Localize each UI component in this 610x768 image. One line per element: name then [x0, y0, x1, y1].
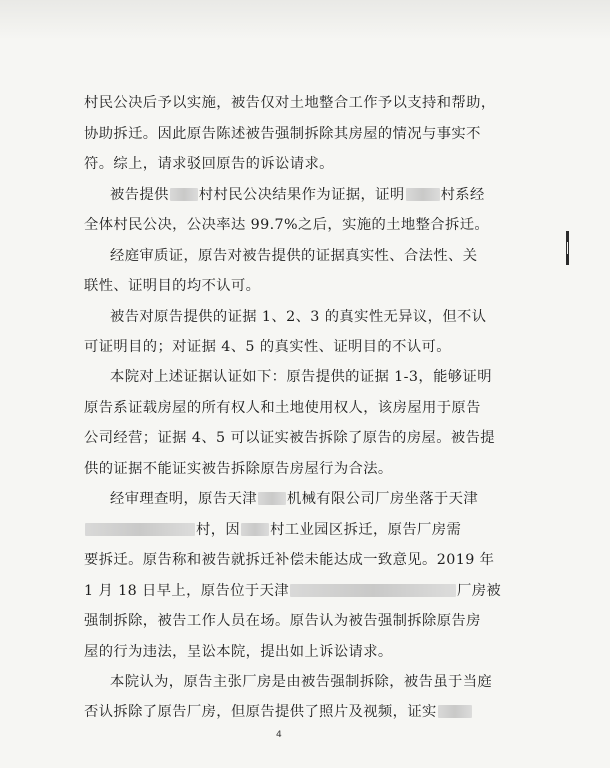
text-segment: 村系经: [440, 187, 485, 203]
text-line: 符。综上，请求驳回原告的诉讼请求。: [84, 156, 334, 172]
text-line: 协助拆迁。因此原告陈述被告强制拆除其房屋的情况与事实不: [84, 126, 481, 142]
text-line: 供的证据不能证实被告拆除原告房屋行为合法。: [84, 461, 393, 477]
text-line: 村民公决后予以实施，被告仅对土地整合工作予以支持和帮助，: [84, 95, 496, 111]
text-line: 经庭审质证，原告对被告提供的证据真实性、合法性、关: [110, 248, 478, 264]
redaction-block: [438, 705, 472, 718]
text-segment: 被告提供: [110, 187, 169, 203]
text-line: 被告对原告提供的证据 1、2、3 的真实性无异议，但不认: [110, 309, 487, 325]
text-segment: 1 月 18 日早上，原告位于天津: [84, 583, 289, 599]
text-line: [110, 490, 478, 508]
text-line: [84, 703, 473, 721]
page-number: 4: [276, 730, 282, 740]
text-line: 全体村民公决，公决率达 99.7%之后，实施的土地整合拆迁。: [84, 217, 490, 233]
text-line: 本院对上述证据认证如下：原告提供的证据 1-3，能够证明: [110, 369, 492, 385]
redaction-block: [85, 523, 195, 536]
page-shadow: [0, 0, 610, 40]
text-segment: 否认拆除了原告厂房，但原告提供了照片及视频，证实: [84, 704, 437, 720]
text-line: 要拆迁。原告称和被告就拆迁补偿未能达成一致意见。2019 年: [84, 552, 495, 568]
text-line: 强制拆除，被告工作人员在场。原告认为被告强制拆除原告房: [84, 613, 481, 629]
redaction-block: [170, 188, 198, 201]
text-segment: 厂房被: [457, 583, 502, 599]
text-line: 公司经营；证据 4、5 可以证实被告拆除了原告的房屋。被告提: [84, 430, 495, 446]
text-line: 本院认为，原告主张厂房是由被告强制拆除，被告虽于当庭: [110, 674, 493, 690]
redaction-block: [406, 188, 440, 201]
text-line: 可证明目的；对证据 4、5 的真实性、证明目的不认可。: [84, 339, 451, 355]
text-line: 联性、证明目的均不认可。: [84, 278, 261, 294]
binding-mark-gap: [567, 242, 568, 254]
text-line: 原告系证载房屋的所有权人和土地使用权人，该房屋用于原告: [84, 400, 481, 416]
text-line: [84, 582, 501, 600]
redaction-block: [241, 523, 269, 536]
text-line: [110, 186, 485, 204]
text-segment: 村工业园区拆迁，原告厂房需: [270, 522, 462, 538]
text-line: [84, 521, 461, 539]
text-segment: 村村民公决结果作为证据，证明: [198, 187, 405, 203]
text-line: 屋的行为违法，呈讼本院，提出如上诉讼请求。: [84, 644, 393, 660]
redaction-block: [290, 584, 456, 597]
text-segment: 机械有限公司厂房坐落于天津: [286, 491, 479, 507]
text-segment: 经审理查明，原告天津: [110, 491, 257, 507]
redaction-block: [258, 492, 286, 505]
text-segment: 村，因: [196, 522, 241, 538]
